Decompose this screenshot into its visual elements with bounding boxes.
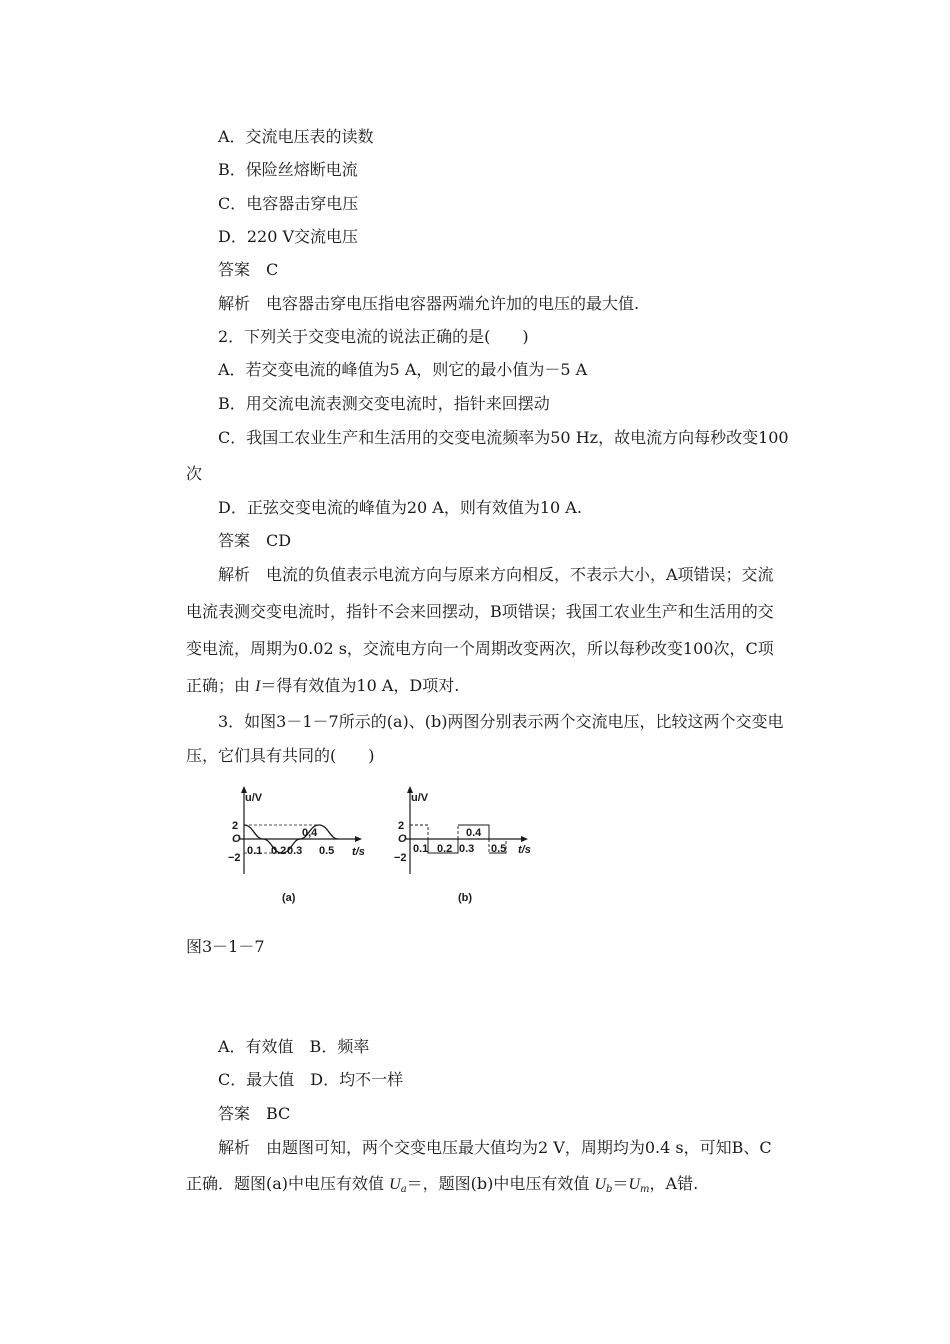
q1-option-c: C．电容器击穿电压 [218,194,359,213]
q2-analysis-line4-pre: 正确；由 [186,676,256,695]
q3-analysis-line2-post: ，A错. [649,1174,699,1193]
figure-b-caption: (b) [458,892,473,904]
q2-option-a: A．若交变电流的峰值为5 A，则它的最小值为－5 A [218,360,588,379]
x-tick-0-2: 0.2 [271,845,287,857]
voltage-symbol-m: U [628,1176,641,1193]
q2-analysis-line4 [186,676,459,697]
figure-b [388,784,538,909]
equals-sign: ＝ [612,1174,629,1193]
x-tick-0-5: 0.5 [491,843,507,855]
q3-answer: 答案 BC [218,1104,291,1123]
y-axis-label: u/V [411,792,429,804]
voltage-subscript-b: b [606,1184,613,1195]
x-tick-0-1: 0.1 [247,845,263,857]
q2-option-c-line2: 次 [186,464,203,483]
x-axis-label: t/s [518,844,531,856]
q2-answer: 答案 CD [218,531,292,550]
x-tick-0-1: 0.1 [413,843,429,855]
q2-analysis-line3: 变电流，周期为0.02 s，交流电方向一个周期改变两次，所以每秒改变100次，C项 [186,639,774,658]
x-axis-arrow [355,836,362,842]
x-tick-0-3: 0.3 [287,845,303,857]
voltage-subscript-m: m [640,1184,650,1195]
x-tick-0-3: 0.3 [459,843,475,855]
current-symbol: I [255,678,261,695]
q2-stem: 2．下列关于交变电流的说法正确的是( ) [218,327,529,346]
x-tick-0-4: 0.4 [466,827,482,839]
origin-label: O [232,833,241,845]
q3-analysis-line2-mid: ＝，题图(b)中电压有效值 [406,1174,595,1193]
y-tick-neg2: −2 [394,852,407,864]
x-tick-0-5: 0.5 [319,845,335,857]
voltage-symbol-a: U [389,1176,401,1193]
origin-label: O [398,833,407,845]
q1-option-d: D．220 V交流电压 [218,227,359,246]
q2-analysis-line1: 解析 电流的负值表示电流方向与原来方向相反，不表示大小，A项错误；交流 [218,565,774,584]
q2-analysis-line2: 电流表测交变电流时，指针不会来回摆动，B项错误；我国工农业生产和生活用的交 [186,602,774,621]
x-axis-label: t/s [352,846,365,858]
q3-options-cd: C．最大值 D．均不一样 [218,1070,404,1089]
x-tick-0-4: 0,4 [302,827,318,839]
q2-analysis-line4-post: ＝得有效值为10 A，D项对. [260,676,460,695]
q1-option-a: A．交流电压表的读数 [218,127,374,146]
q1-option-b: B．保险丝熔断电流 [218,160,358,179]
q1-analysis: 解析 电容器击穿电压指电容器两端允许加的电压的最大值. [218,294,640,313]
q2-option-d: D．正弦交变电流的峰值为20 A，则有效值为10 A. [218,498,582,517]
q2-option-b: B．用交流电流表测交变电流时，指针来回摆动 [218,394,550,413]
voltage-symbol-b: U [594,1176,607,1193]
q3-analysis-line2 [186,1174,698,1200]
figure-label: 图3－1－7 [186,937,265,956]
y-tick-2: 2 [232,820,239,832]
x-tick-0-2: 0.2 [437,843,453,855]
q3-analysis-line1: 解析 由题图可知，两个交变电压最大值均为2 V，周期均为0.4 s，可知B、C [218,1138,772,1157]
q3-stem-line2: 压，它们具有共同的( ) [186,746,375,765]
q3-options-ab: A．有效值 B．频率 [218,1037,370,1056]
q3-analysis-line2-pre: 正确．题图(a)中电压有效值 [186,1174,390,1193]
figure-a [222,784,372,909]
figure-a-caption: (a) [282,892,296,904]
q2-option-c-line1: C．我国工农业生产和生活用的交变电流频率为50 Hz，故电流方向每秒改变100 [218,428,789,447]
q3-stem-line1: 3．如图3－1－7所示的(a)、(b)两图分别表示两个交流电压，比较这两个交变电 [218,712,784,731]
voltage-subscript-a: a [400,1184,407,1195]
q1-answer: 答案 C [218,260,279,279]
y-axis-label: u/V [245,792,263,804]
x-axis-arrow [521,836,528,842]
y-tick-2: 2 [398,820,405,832]
y-tick-neg2: −2 [228,852,241,864]
square-wave-start [410,825,428,839]
